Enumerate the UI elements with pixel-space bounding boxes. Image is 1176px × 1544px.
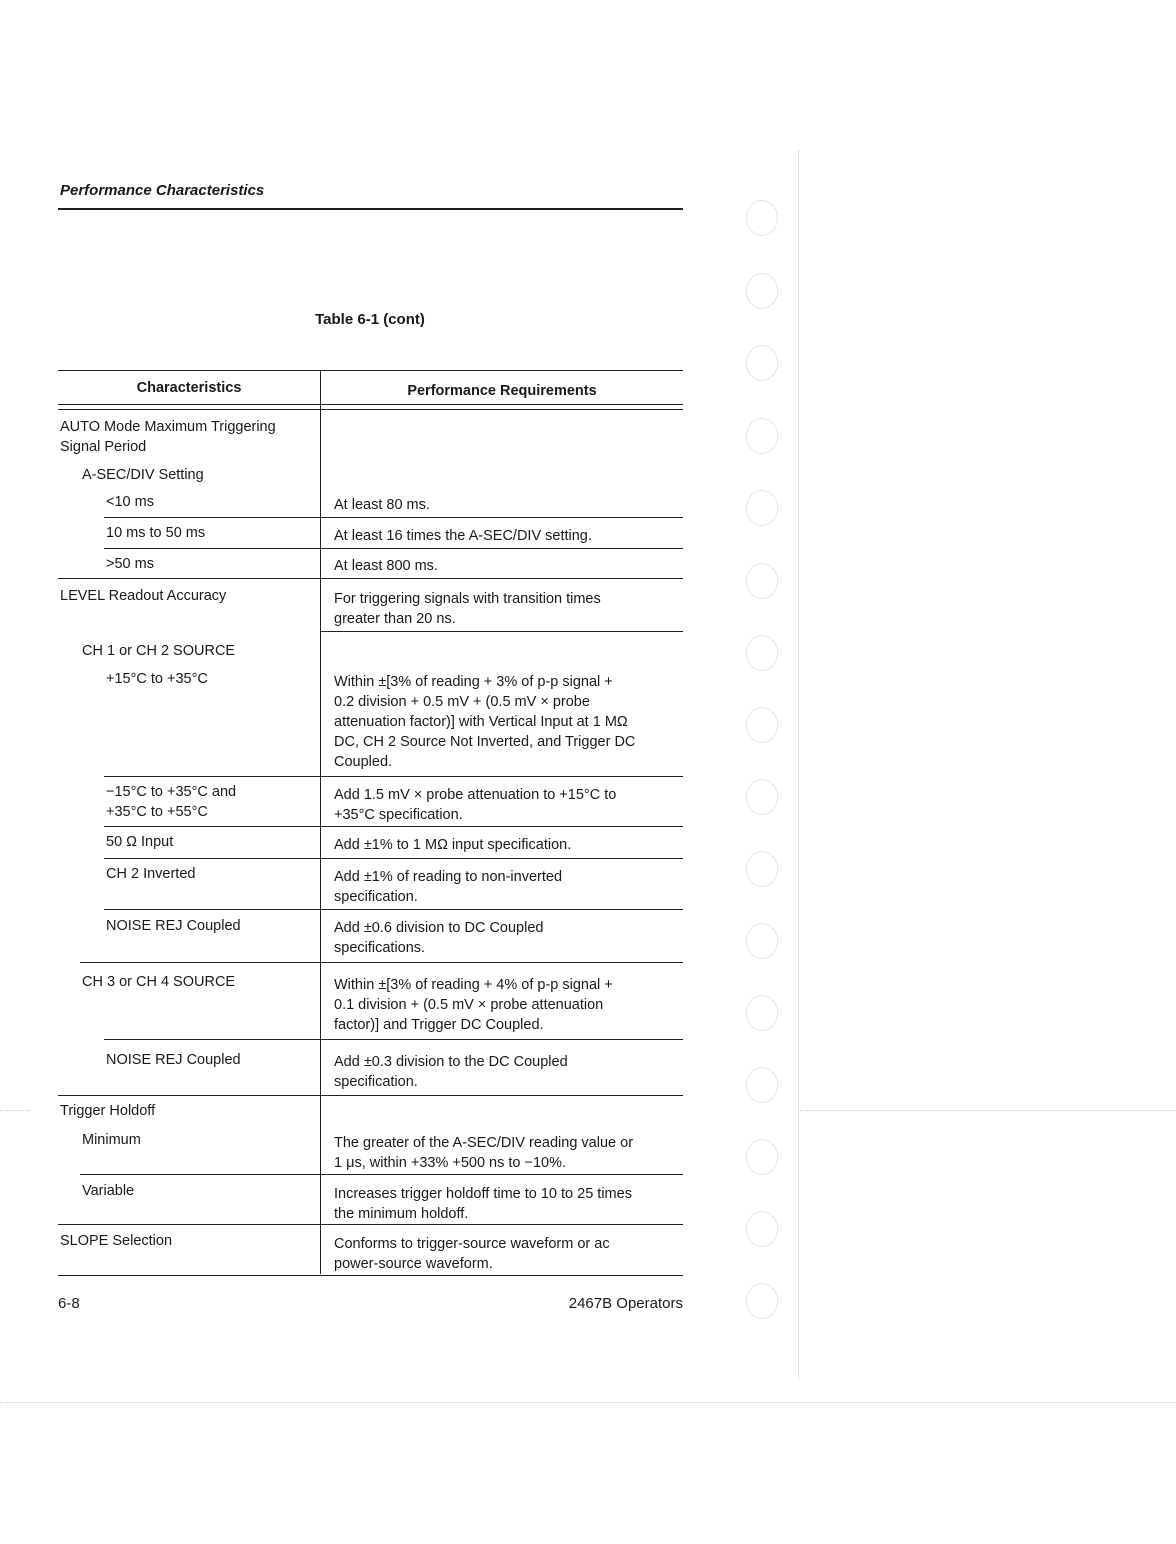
req-noise-rej-2: Add ±0.3 division to the DC Coupled specification. xyxy=(334,1054,568,1090)
row-rule xyxy=(104,909,683,910)
req-ch2-inverted: Add ±1% of reading to non-inverted specification. xyxy=(334,869,563,905)
req-50ohm: Add ±1% to 1 MΩ input specification. xyxy=(334,837,572,853)
req-slope: Conforms to trigger-source waveform or ac power-source waveform. xyxy=(334,1236,610,1272)
column-header-characteristics: Characteristics xyxy=(136,380,242,396)
row-rule xyxy=(104,858,683,859)
req-transition-times: For triggering signals with transition times greater than 20 ns. xyxy=(334,591,601,627)
column-divider xyxy=(320,370,321,1274)
table-bottom-rule xyxy=(58,1275,683,1276)
char-level-readout: LEVEL Readout Accuracy xyxy=(60,588,227,604)
table-top-rule xyxy=(58,370,683,371)
page-number: 6-8 xyxy=(58,1295,80,1312)
char-slope-selection: SLOPE Selection xyxy=(60,1233,173,1249)
scan-edge xyxy=(800,1110,1176,1111)
char-asec-setting: A-SEC/DIV Setting xyxy=(82,467,204,483)
header-rule-2 xyxy=(58,409,683,410)
binder-hole xyxy=(746,200,778,236)
req-ch3-ch4-accuracy: Within ±[3% of reading + 4% of p-p signal + 0.1 division + (0.5 mV × probe attenuation factor)] and Trigger DC Coupled. xyxy=(334,977,613,1033)
row-rule xyxy=(104,1039,683,1040)
row-rule xyxy=(58,578,683,579)
column-header-requirements: Performance Requirements xyxy=(407,383,597,399)
binder-hole xyxy=(746,923,778,959)
char-variable: Variable xyxy=(82,1183,135,1199)
row-rule xyxy=(80,962,683,963)
binder-hole xyxy=(746,995,778,1031)
scan-edge xyxy=(0,1402,1176,1403)
binder-hole xyxy=(746,563,778,599)
row-rule xyxy=(104,548,683,549)
char-50ohm-input: 50 Ω Input xyxy=(106,834,174,850)
header-rule-1 xyxy=(58,404,683,405)
row-rule xyxy=(104,776,683,777)
char-noise-rej-2: NOISE REJ Coupled xyxy=(106,1052,241,1068)
binder-hole xyxy=(746,635,778,671)
char-auto-mode: AUTO Mode Maximum Triggering Signal Period xyxy=(60,419,276,455)
binder-hole xyxy=(746,707,778,743)
char-temp-extended: −15°C to +35°C and +35°C to +55°C xyxy=(106,784,237,820)
row-rule xyxy=(58,1095,683,1096)
char-lt-10ms: <10 ms xyxy=(106,494,154,510)
header-rule xyxy=(58,208,683,210)
char-temp-15-35: +15°C to +35°C xyxy=(106,671,208,687)
char-ch1-ch2-source: CH 1 or CH 2 SOURCE xyxy=(82,643,236,659)
row-rule xyxy=(58,1224,683,1225)
char-minimum: Minimum xyxy=(82,1132,141,1148)
binder-hole xyxy=(746,779,778,815)
char-ch3-ch4-source: CH 3 or CH 4 SOURCE xyxy=(82,974,236,990)
binder-hole xyxy=(746,851,778,887)
req-holdoff-minimum: The greater of the A-SEC/DIV reading value or 1 μs, within +33% +500 ns to −10%. xyxy=(334,1135,634,1171)
char-gt-50ms: >50 ms xyxy=(106,556,154,572)
running-header: Performance Characteristics xyxy=(60,182,265,199)
req-at-least-16x: At least 16 times the A-SEC/DIV setting. xyxy=(334,528,592,544)
binder-hole xyxy=(746,1067,778,1103)
req-holdoff-variable: Increases trigger holdoff time to 10 to 25 times the minimum holdoff. xyxy=(334,1186,632,1222)
row-rule xyxy=(320,631,683,632)
binder-hole xyxy=(746,345,778,381)
req-ch1-ch2-accuracy: Within ±[3% of reading + 3% of p-p signal + 0.2 division + 0.5 mV + (0.5 mV × probe attenuation factor)] with Vertical Input at 1 MΩ DC, CH 2 Source Not Inverted, and Trigger DC Coupled. xyxy=(334,674,636,770)
req-at-least-800ms: At least 800 ms. xyxy=(334,558,438,574)
binder-hole xyxy=(746,1211,778,1247)
table-title: Table 6-1 (cont) xyxy=(315,311,425,328)
req-extended-temp: Add 1.5 mV × probe attenuation to +15°C to +35°C specification. xyxy=(334,787,617,823)
req-noise-rej-1: Add ±0.6 division to DC Coupled specifications. xyxy=(334,920,544,956)
manual-name: 2467B Operators xyxy=(568,1295,683,1312)
row-rule xyxy=(80,1174,683,1175)
row-rule xyxy=(104,517,683,518)
binder-hole xyxy=(746,273,778,309)
binder-hole xyxy=(746,418,778,454)
binder-hole xyxy=(746,1283,778,1319)
binder-hole xyxy=(746,1139,778,1175)
row-rule xyxy=(104,826,683,827)
page-edge xyxy=(798,150,799,1380)
binder-hole xyxy=(746,490,778,526)
char-10-50ms: 10 ms to 50 ms xyxy=(106,525,206,541)
char-ch2-inverted: CH 2 Inverted xyxy=(106,866,196,882)
char-noise-rej-1: NOISE REJ Coupled xyxy=(106,918,241,934)
req-at-least-80ms: At least 80 ms. xyxy=(334,497,430,513)
char-trigger-holdoff: Trigger Holdoff xyxy=(60,1103,156,1119)
scan-edge xyxy=(0,1110,30,1111)
